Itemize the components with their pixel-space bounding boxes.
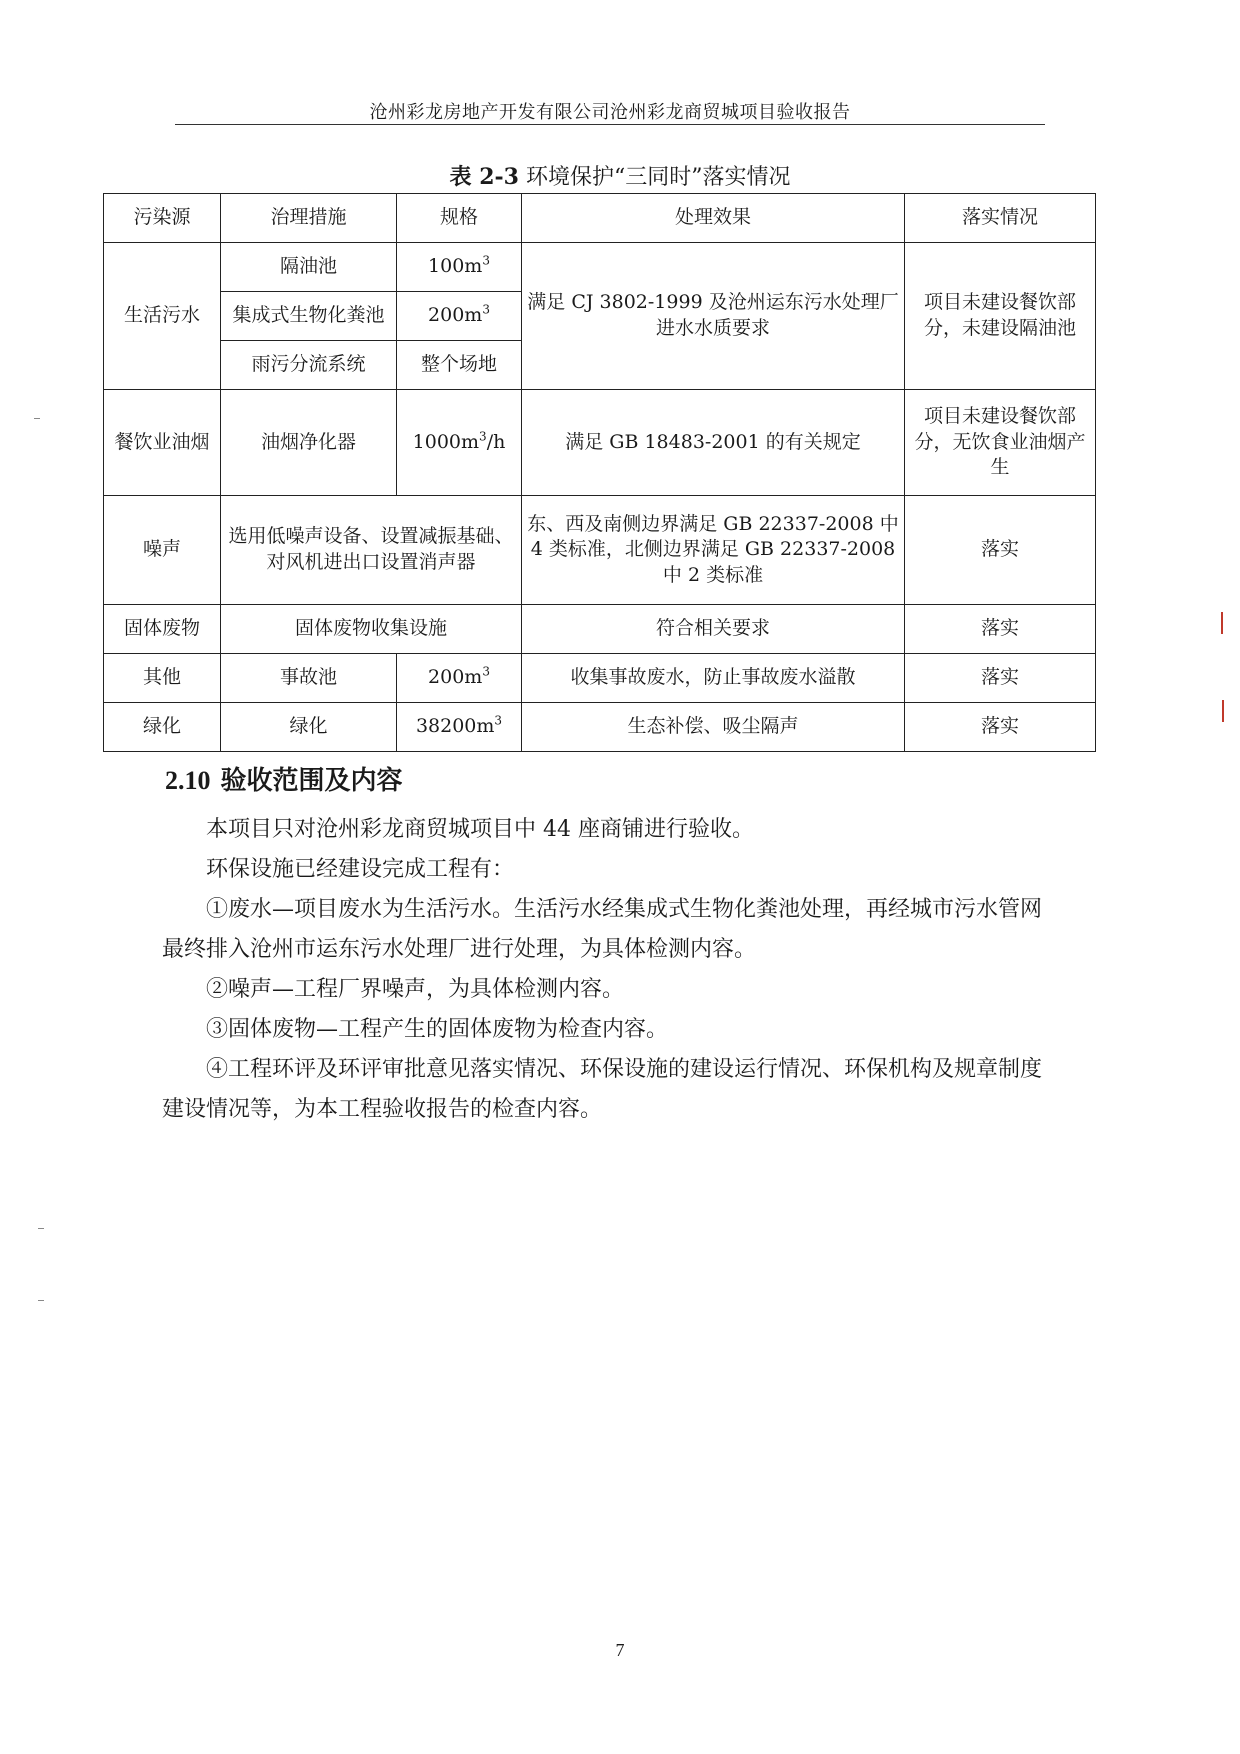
source-catering: 餐饮业油烟: [104, 390, 221, 496]
measure-cell: 隔油池: [221, 243, 397, 292]
spec-cell: $200m^3$: [397, 654, 522, 703]
table-header-row: [104, 194, 1096, 243]
status-noise: 落实: [905, 496, 1096, 605]
header-effect: 处理效果: [522, 194, 905, 243]
scan-artifact: [34, 418, 40, 419]
scan-artifact: [1221, 612, 1223, 634]
paragraph: 环保设施已经建设完成工程有：: [206, 857, 515, 882]
measure-cell: 油烟净化器: [221, 390, 397, 496]
table-caption-text: 环境保护“三同时”落实情况: [525, 165, 791, 190]
table-row: [104, 243, 1096, 292]
section-title: 验收范围及内容: [220, 766, 403, 796]
source-solid: 固体废物: [104, 605, 221, 654]
spec-cell: 整个场地: [397, 341, 522, 390]
header-status: 落实情况: [905, 194, 1096, 243]
source-green: 绿化: [104, 703, 221, 752]
status-green: 落实: [905, 703, 1096, 752]
table-row: [104, 496, 1096, 605]
source-domestic: 生活污水: [104, 243, 221, 390]
environment-table: [103, 193, 1096, 752]
paragraph: ②噪声—工程厂界噪声，为具体检测内容。: [206, 977, 625, 1002]
status-catering: 项目未建设餐饮部分，无饮食业油烟产生: [905, 390, 1096, 496]
paragraph: ④工程环评及环评审批意见落实情况、环保设施的建设运行情况、环保机构及规章制度建设情况等，为本工程验收报告的检查内容。: [162, 1057, 1043, 1122]
measure-cell: 雨污分流系统: [221, 341, 397, 390]
table-row: [104, 654, 1096, 703]
effect-green: 生态补偿、吸尘隔声: [522, 703, 905, 752]
table-row: [104, 703, 1096, 752]
measure-solid: 固体废物收集设施: [221, 605, 522, 654]
measure-green: 绿化: [221, 703, 397, 752]
status-other: 落实: [905, 654, 1096, 703]
section-heading: [165, 760, 403, 797]
effect-solid: 符合相关要求: [522, 605, 905, 654]
spec-cell: $38200m^3$: [397, 703, 522, 752]
measure-cell: 集成式生物化粪池: [221, 292, 397, 341]
paragraph: ①废水—项目废水为生活污水。生活污水经集成式生物化粪池处理，再经城市污水管网最终排入沧州市运东污水处理厂进行处理，为具体检测内容。: [162, 897, 1043, 962]
source-noise: 噪声: [104, 496, 221, 605]
header-measure: 治理措施: [221, 194, 397, 243]
measure-noise: 选用低噪声设备、设置减振基础、对风机进出口设置消声器: [221, 496, 522, 605]
spec-cell: $1000m^3/h$: [397, 390, 522, 496]
effect-domestic: 满足 CJ 3802-1999 及沧州运东污水处理厂进水水质要求: [522, 243, 905, 390]
header-rule: [175, 124, 1045, 125]
scan-artifact: [1222, 700, 1224, 722]
section-body: [162, 810, 1042, 1130]
status-domestic: 项目未建设餐饮部分，未建设隔油池: [905, 243, 1096, 390]
paragraph: ③固体废物—工程产生的固体废物为检查内容。: [206, 1017, 669, 1042]
table-row: [104, 390, 1096, 496]
page-header: 沧州彩龙房地产开发有限公司沧州彩龙商贸城项目验收报告: [369, 102, 851, 123]
effect-noise: 东、西及南侧边界满足 GB 22337-2008 中 4 类标准，北侧边界满足 GB 22337-2008 中 2 类标准: [522, 496, 905, 605]
spec-cell: $200m^3$: [397, 292, 522, 341]
header-source: 污染源: [104, 194, 221, 243]
status-solid: 落实: [905, 605, 1096, 654]
measure-other: 事故池: [221, 654, 397, 703]
page-number: 7: [615, 1640, 625, 1660]
source-other: 其他: [104, 654, 221, 703]
scan-artifact: [38, 1228, 44, 1229]
scan-artifact: [38, 1300, 44, 1301]
spec-cell: $100m^3$: [397, 243, 522, 292]
effect-other: 收集事故废水，防止事故废水溢散: [522, 654, 905, 703]
paragraph: 本项目只对沧州彩龙商贸城项目中 44 座商铺进行验收。: [206, 817, 754, 842]
effect-catering: 满足 GB 18483-2001 的有关规定: [522, 390, 905, 496]
header-spec: 规格: [397, 194, 522, 243]
section-number: 2.10: [165, 766, 211, 795]
table-caption: [0, 160, 1240, 191]
table-caption-number: 表 2-3: [449, 164, 519, 190]
table-row: [104, 605, 1096, 654]
